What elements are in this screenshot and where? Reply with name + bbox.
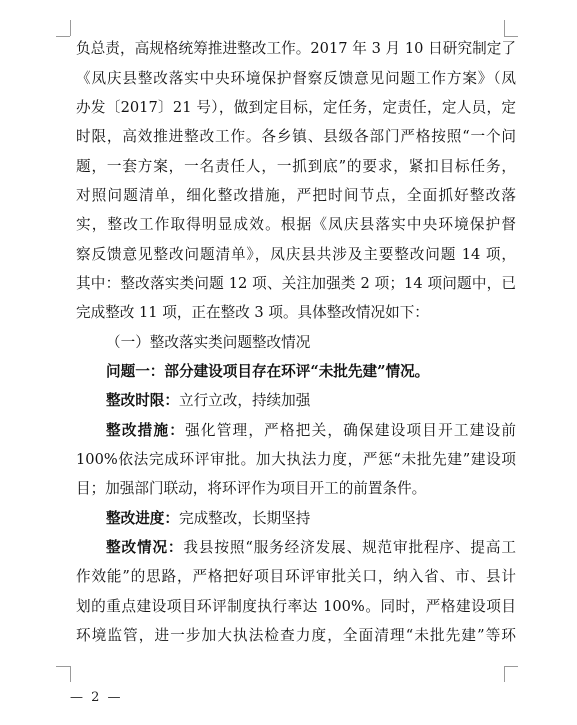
progress-label: 整改进度： <box>106 510 179 527</box>
measures-row <box>106 421 516 441</box>
crop-mark-top-left <box>56 36 70 37</box>
body-line: 察反馈意见整改问题清单》，凤庆县共涉及主要整改问题 14 项， <box>76 246 516 263</box>
page-number: — 2 — <box>70 690 123 705</box>
issue-title: 问题一：部分建设项目存在环评“未批先建”情况。 <box>106 363 430 380</box>
crop-mark-bottom-left-vertical <box>70 666 71 682</box>
crop-mark-bottom-left <box>56 666 70 667</box>
deadline-row <box>106 391 516 411</box>
body-line: 完成整改 11 项，正在整改 3 项。具体整改情况如下： <box>76 304 429 321</box>
crop-mark-top-right-vertical <box>504 20 505 36</box>
progress-value: 完成整改，长期坚持 <box>178 510 311 527</box>
body-line: 办发〔2017〕21 号），做到定目标，定任务，定责任，定人员，定 <box>76 99 516 116</box>
status-first-line: 我县按照“服务经济发展、规范审批程序、提高工 <box>183 539 516 556</box>
crop-mark-bottom-right <box>504 666 518 667</box>
measures-first-line: 强化管理，严格把关，确保建设项目开工建设前 <box>185 422 516 439</box>
body-line: 负总责，高规格统筹推进整改工作。2017 年 3 月 10 日研究制定了 <box>76 40 516 57</box>
body-line: 100%依法完成环评审批。加大执法力度，严惩“未批先建”建设项 <box>76 451 516 468</box>
body-line: 划的重点建设项目环评制度执行率达 100%。同时，严格建设项目 <box>76 598 516 615</box>
body-line: 目；加强部门联动，将环评作为项目开工的前置条件。 <box>76 480 427 497</box>
body-line: 环境监管，进一步加大执法检查力度，全面清理“未批先建”等环 <box>76 627 516 644</box>
status-label: 整改情况： <box>106 539 184 556</box>
measures-label: 整改措施： <box>106 422 186 439</box>
body-line: 时限，高效推进整改工作。各乡镇、县级各部门严格按照“一个问 <box>76 128 516 145</box>
body-line: 作效能”的思路，严格把好项目环评审批关口，纳入省、市、县计 <box>76 568 516 585</box>
deadline-value: 立行立改，持续加强 <box>178 392 311 409</box>
crop-mark-bottom-right-vertical <box>504 666 505 682</box>
body-line: 其中：整改落实类问题 12 项、关注加强类 2 项；14 项问题中，已 <box>76 275 516 292</box>
body-line: 《凤庆县整改落实中央环境保护督察反馈意见问题工作方案》（凤 <box>76 70 516 87</box>
crop-mark-top-right <box>504 36 518 37</box>
progress-row <box>106 509 516 529</box>
body-line: 题，一套方案，一名责任人，一抓到底”的要求，紧扣目标任务， <box>76 158 516 175</box>
status-row <box>106 538 516 558</box>
section-heading: （一）整改落实类问题整改情况 <box>106 334 311 351</box>
deadline-label: 整改时限： <box>106 392 179 409</box>
crop-mark-top-left-vertical <box>70 20 71 36</box>
body-line: 对照问题清单，细化整改措施，严把时间节点，全面抓好整改落 <box>76 187 516 204</box>
body-line: 实，整改工作取得明显成效。根据《凤庆县落实中央环境保护督 <box>76 216 516 233</box>
